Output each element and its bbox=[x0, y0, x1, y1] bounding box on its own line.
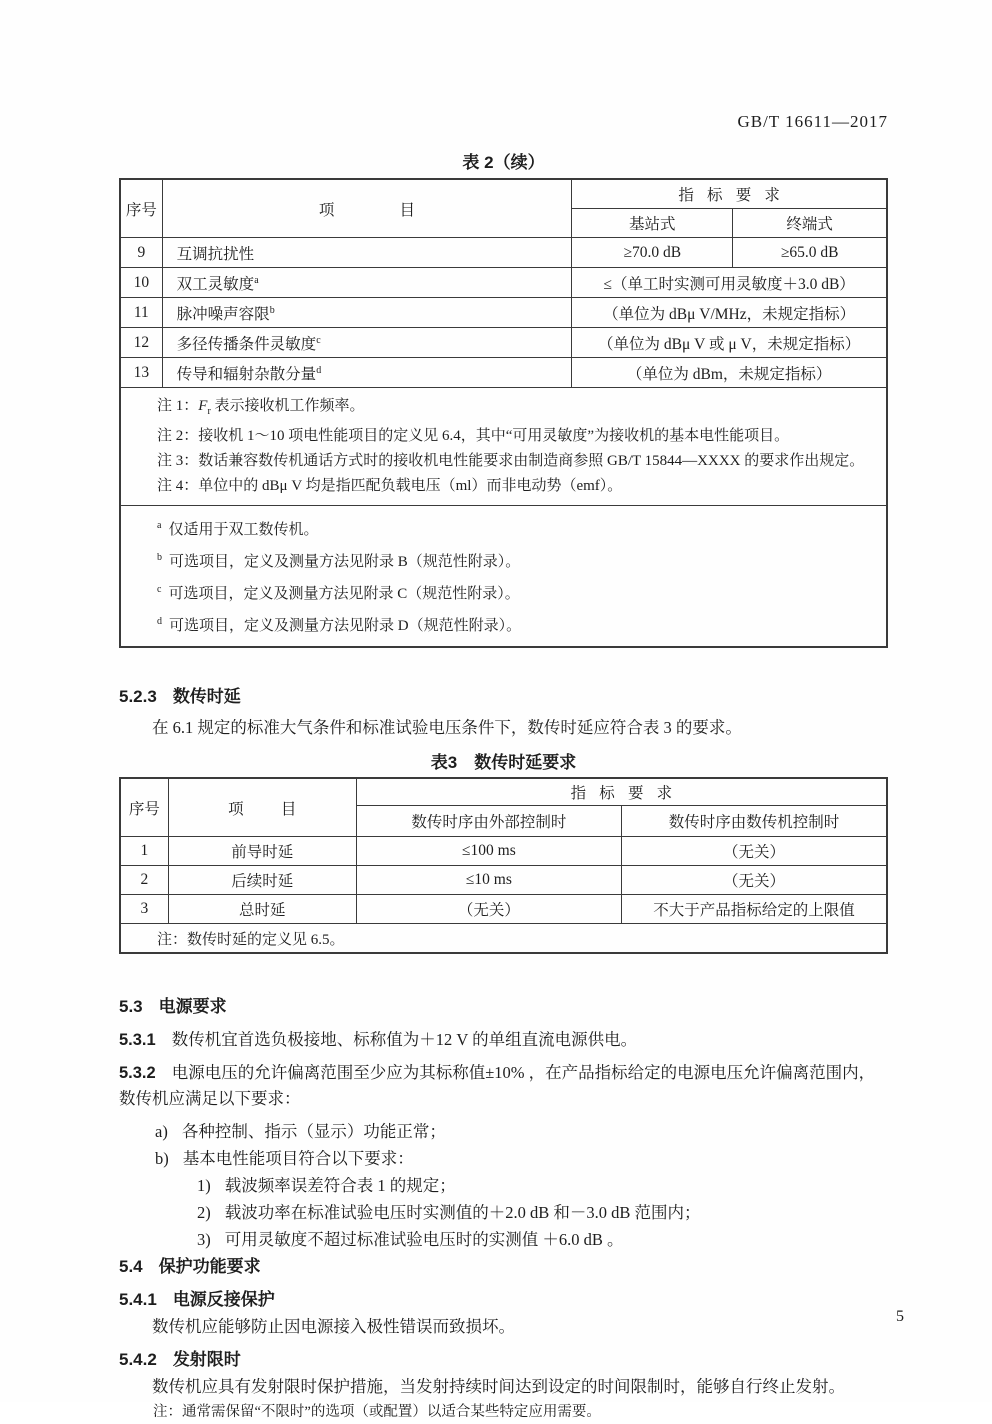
row-item: 双工灵敏度$^a$ bbox=[162, 268, 572, 298]
table2-title: 表 2（续） bbox=[462, 153, 545, 172]
section-heading-5-4: 5.4 保护功能要求 bbox=[119, 1257, 261, 1276]
row-no: 12 bbox=[120, 328, 162, 358]
table3-header-external: 数传时序由外部控制时 bbox=[356, 806, 621, 837]
table-footnote: $^d$ 可选项目，定义及测量方法见附录 D（规范性附录）。 bbox=[157, 616, 522, 634]
table-row bbox=[120, 328, 887, 358]
table-row bbox=[120, 298, 887, 328]
list-item-b: b) 基本电性能项目符合以下要求： bbox=[155, 1149, 414, 1168]
table-footnote: $^a$ 仅适用于双工数传机。 bbox=[157, 520, 319, 538]
table-row bbox=[120, 358, 887, 388]
row-item: 互调抗扰性 bbox=[162, 238, 572, 268]
table-row bbox=[120, 866, 887, 895]
table2-notes bbox=[120, 388, 887, 506]
table3-note-row bbox=[120, 924, 887, 954]
row-item: 总时延 bbox=[168, 895, 356, 924]
table-row bbox=[120, 238, 887, 268]
row-no: 11 bbox=[120, 298, 162, 328]
table-row bbox=[120, 895, 887, 924]
section-heading-5-4-1: 5.4.1 电源反接保护 bbox=[119, 1290, 275, 1309]
table3-header-item: 项目 bbox=[168, 778, 356, 837]
list-item-2: 2) 载波功率在标准试验电压时实测值的＋2.0 dB 和－3.0 dB 范围内； bbox=[197, 1203, 701, 1222]
row-item: 传导和辐射杂散分量$^d$ bbox=[162, 358, 572, 388]
table2-header-item: 项目 bbox=[162, 179, 572, 238]
row-value: （单位为 dBμ V/MHz，未规定指标） bbox=[572, 298, 887, 328]
table2 bbox=[119, 178, 888, 648]
footnote-ref: d bbox=[316, 364, 322, 376]
list-item-1: 1) 载波频率误差符合表 1 的规定； bbox=[197, 1176, 456, 1195]
section-5-4-2-note: 注：通常需保留“不限时”的选项（或配置）以适合某些特定应用需要。 bbox=[153, 1404, 601, 1420]
row-value-device: （无关） bbox=[622, 837, 887, 866]
table2-header-no: 序号 bbox=[120, 179, 162, 238]
section-heading-5-2-3: 5.2.3 数传时延 bbox=[119, 687, 241, 706]
row-value: （单位为 dBμ V 或 μ V，未规定指标） bbox=[572, 328, 887, 358]
row-no: 1 bbox=[120, 837, 168, 866]
clause-number: 5.3.1 bbox=[119, 1031, 156, 1049]
row-no: 9 bbox=[120, 238, 162, 268]
row-value-terminal: ≥65.0 dB bbox=[733, 238, 887, 268]
section-heading-5-3: 5.3 电源要求 bbox=[119, 997, 227, 1016]
section-5-3-2: 5.3.2 电源电压的允许偏离范围至少应为其标称值±10% ，在产品指标给定的电源电压允许偏离范围内，数传机应满足以下要求： bbox=[119, 1063, 876, 1108]
footnote-ref: c bbox=[316, 334, 321, 346]
row-value: （单位为 dBm，未规定指标） bbox=[572, 358, 887, 388]
page-content bbox=[119, 0, 888, 1424]
table-note: 注 1：$F_r$ 表示接收机工作频率。 bbox=[157, 398, 365, 417]
table-row bbox=[120, 837, 887, 866]
symbol-Fr: F bbox=[198, 398, 208, 414]
list-item-3: 3) 可用灵敏度不超过标准试验电压时的实测值 ＋6.0 dB 。 bbox=[197, 1230, 624, 1249]
page-number: 5 bbox=[896, 1308, 904, 1325]
table2-header-row-1 bbox=[120, 179, 887, 209]
row-no: 3 bbox=[120, 895, 168, 924]
row-item: 脉冲噪声容限$^b$ bbox=[162, 298, 572, 328]
table2-header-base: 基站式 bbox=[572, 209, 733, 238]
footnote-ref: a bbox=[254, 274, 259, 286]
table3-header-row-1 bbox=[120, 778, 887, 806]
table-note: 注 3：数话兼容数传机通话方式时的接收机电性能要求由制造商参照 GB/T 15844—XXXX 的要求作出规定。 bbox=[157, 453, 865, 469]
table3 bbox=[119, 777, 888, 954]
row-value-device: （无关） bbox=[622, 866, 887, 895]
section-5-3-1: 5.3.1 数传机宜首选负极接地、标称值为＋12 V 的单组直流电源供电。 bbox=[119, 1030, 638, 1049]
table2-footnotes-row bbox=[120, 506, 887, 648]
row-no: 10 bbox=[120, 268, 162, 298]
row-value-base: ≥70.0 dB bbox=[572, 238, 733, 268]
standard-number-header: GB/T 16611—2017 bbox=[737, 112, 888, 131]
row-value-external: （无关） bbox=[356, 895, 621, 924]
table3-header-device: 数传时序由数传机控制时 bbox=[622, 806, 887, 837]
table3-title: 表3 数传时延要求 bbox=[430, 753, 577, 772]
table-note: 注 2：接收机 1～10 项电性能项目的定义见 6.4，其中“可用灵敏度”为接收机的基本电性能项目。 bbox=[157, 428, 790, 444]
section-heading-5-4-2: 5.4.2 发射限时 bbox=[119, 1350, 241, 1369]
list-item-a: a) 各种控制、指示（显示）功能正常； bbox=[155, 1122, 446, 1141]
table-footnote: $^b$ 可选项目，定义及测量方法见附录 B（规范性附录）。 bbox=[157, 552, 521, 570]
row-item: 多径传播条件灵敏度$^c$ bbox=[162, 328, 572, 358]
table-footnote: $^c$ 可选项目，定义及测量方法见附录 C（规范性附录）。 bbox=[157, 584, 520, 602]
row-no: 13 bbox=[120, 358, 162, 388]
table2-footnotes bbox=[120, 506, 887, 648]
table2-header-requirement: 指标要求 bbox=[572, 179, 887, 209]
section-5-4-1-body: 数传机应能够防止因电源接入极性错误而致损坏。 bbox=[152, 1317, 515, 1336]
row-item: 前导时延 bbox=[168, 837, 356, 866]
table-row bbox=[120, 268, 887, 298]
table-note: 注 4：单位中的 dBμ V 均是指匹配负载电压（ml）而非电动势（emf）。 bbox=[157, 478, 623, 494]
table3-header-requirement: 指标要求 bbox=[356, 778, 887, 806]
row-value: ≤（单工时实测可用灵敏度＋3.0 dB） bbox=[572, 268, 887, 298]
table3-note: 注：数传时延的定义见 6.5。 bbox=[120, 924, 887, 954]
table3-header-no: 序号 bbox=[120, 778, 168, 837]
row-no: 2 bbox=[120, 866, 168, 895]
row-value-external: ≤10 ms bbox=[356, 866, 621, 895]
clause-number: 5.3.2 bbox=[119, 1064, 156, 1082]
row-value-device: 不大于产品指标给定的上限值 bbox=[622, 895, 887, 924]
table2-header-terminal: 终端式 bbox=[733, 209, 887, 238]
row-value-external: ≤100 ms bbox=[356, 837, 621, 866]
table2-notes-row bbox=[120, 388, 887, 506]
footnote-ref: b bbox=[269, 304, 275, 316]
section-5-2-3-body: 在 6.1 规定的标准大气条件和标准试验电压条件下，数传时延应符合表 3 的要求。 bbox=[152, 718, 742, 737]
section-5-4-2-body: 数传机应具有发射限时保护措施，当发射持续时间达到设定的时间限制时，能够自行终止发射。 bbox=[152, 1377, 845, 1396]
row-item: 后续时延 bbox=[168, 866, 356, 895]
